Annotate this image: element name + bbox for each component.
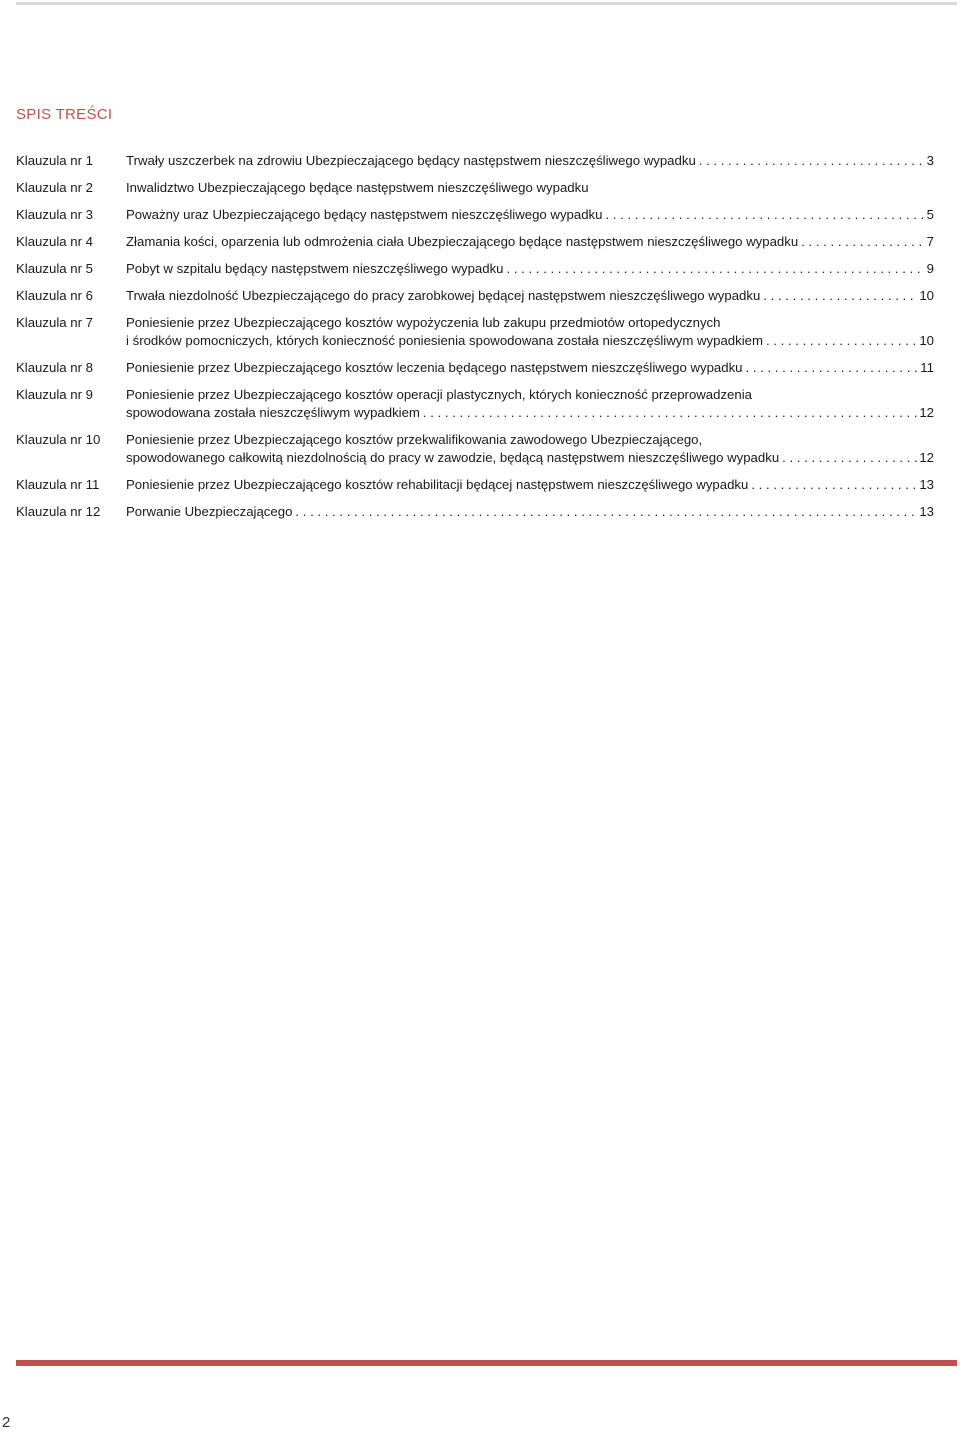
- toc-entry-label: Klauzula nr 9: [16, 387, 93, 402]
- toc-entry-body: [126, 260, 934, 278]
- toc-entry[interactable]: [16, 152, 934, 170]
- toc-entry[interactable]: [16, 503, 934, 521]
- toc-dot-leader: [763, 332, 917, 350]
- toc-entry-body: [126, 314, 934, 350]
- toc-dot-leader: [420, 404, 917, 422]
- toc-entry-last-line: [126, 179, 934, 197]
- toc-entry-last-line: [126, 332, 934, 350]
- toc-entry-page-number: 9: [926, 261, 934, 276]
- toc-entry-label: Klauzula nr 2: [16, 180, 93, 195]
- toc-entry-label: Klauzula nr 12: [16, 504, 101, 519]
- toc-entry-label: Klauzula nr 4: [16, 234, 93, 249]
- toc-entry[interactable]: [16, 314, 934, 350]
- toc-entry-body: [126, 206, 934, 224]
- toc-entry-title-line: Poniesienie przez Ubezpieczającego kosztów wypożyczenia lub zakupu przedmiotów ortopedycznych: [126, 315, 721, 330]
- toc-entry-page-number: 12: [919, 450, 934, 465]
- toc-entry-page-number: 7: [926, 234, 934, 249]
- toc-entry-label: Klauzula nr 10: [16, 432, 101, 447]
- toc-dot-leader: [798, 233, 924, 251]
- table-of-contents: [16, 152, 934, 530]
- toc-dot-leader: [292, 503, 917, 521]
- toc-entry-title-line: Poniesienie przez Ubezpieczającego kosztów rehabilitacji będącej następstwem nieszczęśliwego wypadku: [126, 477, 749, 492]
- toc-entry-title-line: Pobyt w szpitalu będący następstwem nieszczęśliwego wypadku: [126, 261, 504, 276]
- toc-entry-last-line: [126, 287, 934, 305]
- toc-entry-title-line: i środków pomocniczych, których konieczność poniesienia spowodowana została nieszczęśliwym wypadkiem: [126, 333, 763, 348]
- toc-entry-page-number: 10: [919, 333, 934, 348]
- toc-entry[interactable]: [16, 233, 934, 251]
- toc-entry-body: [126, 386, 934, 422]
- toc-entry-body: [126, 476, 934, 494]
- toc-entry-page-number: 13: [919, 477, 934, 492]
- toc-entry-title-line: Porwanie Ubezpieczającego: [126, 504, 293, 519]
- toc-entry-label: Klauzula nr 1: [16, 153, 93, 168]
- toc-entry[interactable]: [16, 431, 934, 467]
- toc-entry[interactable]: [16, 179, 934, 197]
- toc-entry-page-number: 10: [919, 288, 934, 303]
- toc-entry-label: Klauzula nr 6: [16, 288, 93, 303]
- toc-dot-leader: [696, 152, 925, 170]
- page-title: SPIS TREŚCI: [16, 106, 113, 123]
- toc-entry-page-number: 12: [919, 405, 934, 420]
- toc-entry-title-line: Inwalidztwo Ubezpieczającego będące następstwem nieszczęśliwego wypadku: [126, 180, 589, 195]
- toc-entry-body: [126, 287, 934, 305]
- toc-entry-label: Klauzula nr 11: [16, 477, 100, 492]
- toc-entry-page-number: 13: [919, 504, 934, 519]
- toc-entry-last-line: [126, 503, 934, 521]
- toc-entry-page-number: 5: [926, 207, 934, 222]
- toc-entry-last-line: [126, 359, 934, 377]
- toc-dot-leader: [602, 206, 924, 224]
- toc-entry-page-number: 11: [920, 360, 934, 375]
- toc-entry-label: Klauzula nr 7: [16, 315, 93, 330]
- toc-entry-body: [126, 503, 934, 521]
- toc-entry-label: Klauzula nr 5: [16, 261, 93, 276]
- toc-entry[interactable]: [16, 260, 934, 278]
- toc-entry-last-line: [126, 260, 934, 278]
- toc-dot-leader: [748, 476, 917, 494]
- toc-entry-title-line: Poniesienie przez Ubezpieczającego kosztów leczenia będącego następstwem nieszczęśliwego wypadku: [126, 360, 743, 375]
- toc-entry-last-line: [126, 152, 934, 170]
- toc-entry[interactable]: [16, 359, 934, 377]
- toc-dot-leader: [760, 287, 917, 305]
- toc-entry-title-line: spowodowanego całkowitą niezdolnością do pracy w zawodzie, będącą następstwem nieszczęśliwego wypadku: [126, 450, 780, 465]
- toc-entry-last-line: [126, 404, 934, 422]
- toc-entry[interactable]: [16, 206, 934, 224]
- toc-entry[interactable]: [16, 386, 934, 422]
- toc-entry-last-line: [126, 233, 934, 251]
- toc-entry-last-line: [126, 476, 934, 494]
- toc-entry[interactable]: [16, 476, 934, 494]
- toc-dot-leader: [743, 359, 919, 377]
- toc-entry-body: [126, 233, 934, 251]
- toc-entry-label: Klauzula nr 8: [16, 360, 93, 375]
- toc-entry-title-line: Poważny uraz Ubezpieczającego będący następstwem nieszczęśliwego wypadku: [126, 207, 603, 222]
- bottom-divider: [16, 1360, 957, 1366]
- toc-entry-body: [126, 431, 934, 467]
- toc-entry-title-line: Trwały uszczerbek na zdrowiu Ubezpieczającego będący następstwem nieszczęśliwego wypadku: [126, 153, 696, 168]
- toc-entry-last-line: [126, 206, 934, 224]
- toc-entry-title-line: Trwała niezdolność Ubezpieczającego do pracy zarobkowej będącej następstwem nieszczęśliwego wypadku: [126, 288, 761, 303]
- page-number: 2: [2, 1414, 11, 1431]
- toc-dot-leader: [779, 449, 917, 467]
- toc-dot-leader: [504, 260, 925, 278]
- toc-entry-body: [126, 179, 934, 197]
- toc-entry[interactable]: [16, 287, 934, 305]
- toc-entry-body: [126, 152, 934, 170]
- toc-entry-title-line: Poniesienie przez Ubezpieczającego kosztów przekwalifikowania zawodowego Ubezpieczającego,: [126, 432, 703, 447]
- toc-entry-title-line: spowodowana została nieszczęśliwym wypadkiem: [126, 405, 420, 420]
- toc-entry-label: Klauzula nr 3: [16, 207, 93, 222]
- toc-entry-title-line: Złamania kości, oparzenia lub odmrożenia ciała Ubezpieczającego będące następstwem nieszczęśliwego wypadku: [126, 234, 799, 249]
- toc-entry-last-line: [126, 449, 934, 467]
- toc-entry-page-number: 3: [926, 153, 934, 168]
- toc-entry-body: [126, 359, 934, 377]
- toc-entry-title-line: Poniesienie przez Ubezpieczającego kosztów operacji plastycznych, których konieczność przeprowadzenia: [126, 387, 752, 402]
- top-divider: [16, 2, 957, 5]
